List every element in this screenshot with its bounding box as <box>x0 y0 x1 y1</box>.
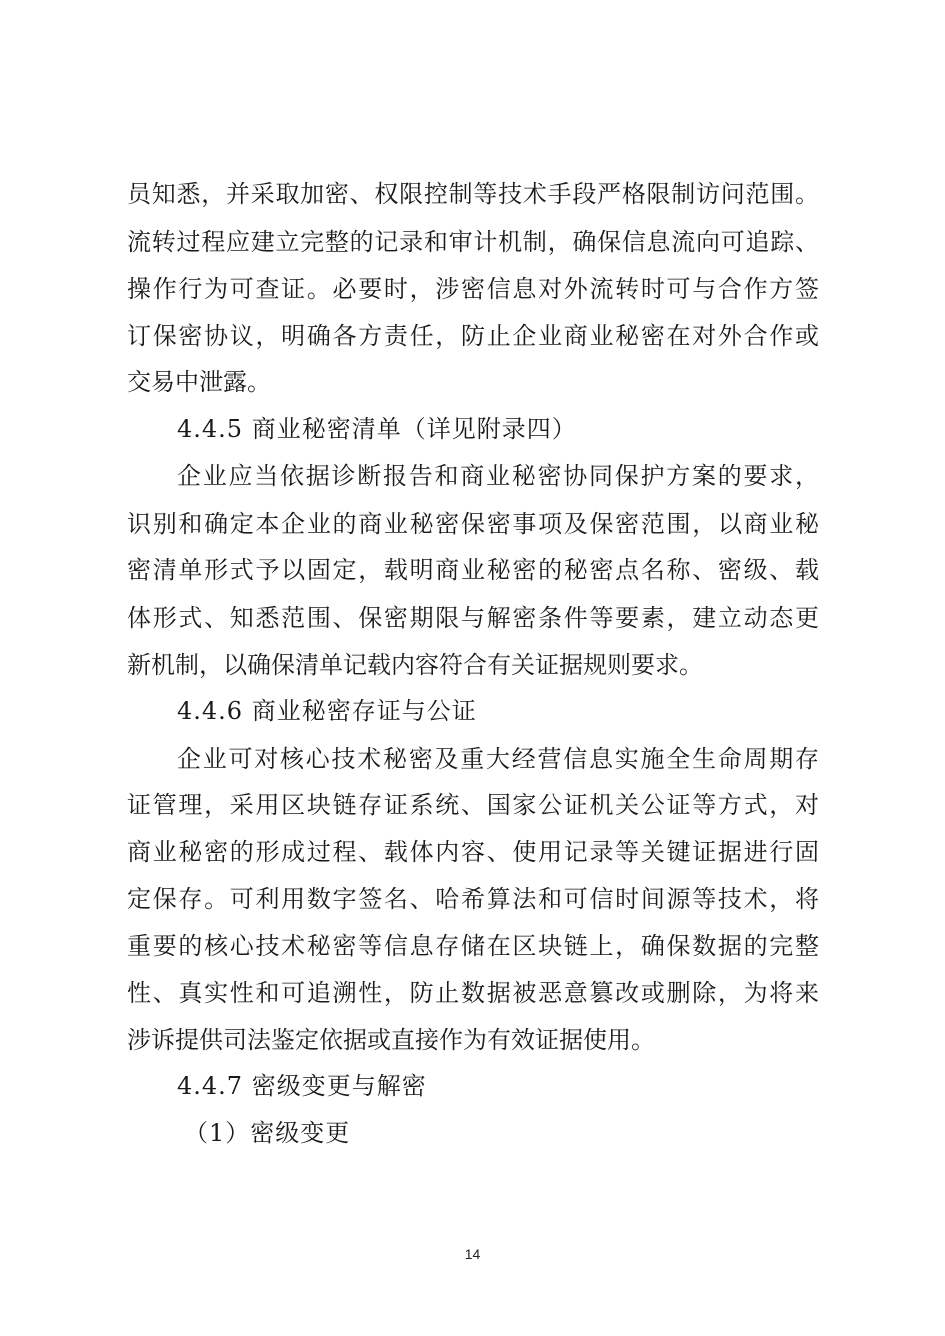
page-number: 14 <box>464 1246 481 1262</box>
paragraph-line: 订保密协议，明确各方责任，防止企业商业秘密在对外合作或 <box>127 322 819 350</box>
paragraph-line: 体形式、知悉范围、保密期限与解密条件等要素，建立动态更 <box>127 604 819 632</box>
paragraph-line: 企业可对核心技术秘密及重大经营信息实施全生命周期存 <box>177 745 819 773</box>
paragraph-line: 证管理，采用区块链存证系统、国家公证机关公证等方式，对 <box>127 791 819 819</box>
paragraph-line: 交易中泄露。 <box>127 368 271 396</box>
paragraph-line: 流转过程应建立完整的记录和审计机制，确保信息流向可追踪、 <box>127 228 819 256</box>
paragraph-line: 定保存。可利用数字签名、哈希算法和可信时间源等技术，将 <box>127 885 819 913</box>
paragraph-line: 性、真实性和可追溯性，防止数据被恶意篡改或删除，为将来 <box>127 979 819 1007</box>
paragraph-line: 涉诉提供司法鉴定依据或直接作为有效证据使用。 <box>127 1026 655 1054</box>
paragraph-line: 密清单形式予以固定，载明商业秘密的秘密点名称、密级、载 <box>127 556 819 584</box>
paragraph-line: 新机制，以确保清单记载内容符合有关证据规则要求。 <box>127 651 703 679</box>
paragraph-line: 员知悉，并采取加密、权限控制等技术手段严格限制访问范围。 <box>127 180 819 208</box>
paragraph-line: 识别和确定本企业的商业秘密保密事项及保密范围，以商业秘 <box>127 510 819 538</box>
paragraph-line: 企业应当依据诊断报告和商业秘密协同保护方案的要求， <box>177 462 819 490</box>
subsection-heading: （1）密级变更 <box>184 1119 351 1147</box>
section-heading-445: 4.4.5 商业秘密清单（详见附录四） <box>177 415 577 443</box>
paragraph-line: 商业秘密的形成过程、载体内容、使用记录等关键证据进行固 <box>127 838 819 866</box>
paragraph-line: 重要的核心技术秘密等信息存储在区块链上，确保数据的完整 <box>127 932 819 960</box>
paragraph-line: 操作行为可查证。必要时，涉密信息对外流转时可与合作方签 <box>127 275 819 303</box>
section-heading-447: 4.4.7 密级变更与解密 <box>177 1072 427 1100</box>
section-heading-446: 4.4.6 商业秘密存证与公证 <box>177 697 477 725</box>
